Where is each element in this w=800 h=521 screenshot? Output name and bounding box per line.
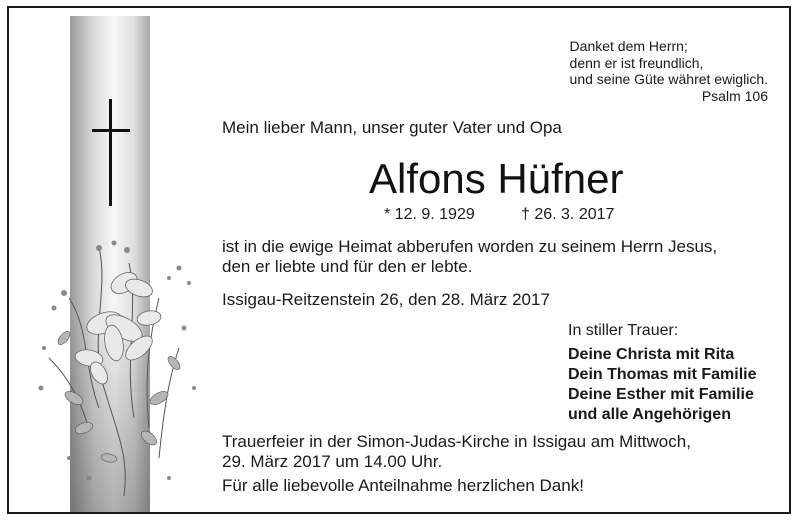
deceased-name: Alfons Hüfner	[369, 155, 624, 202]
psalm-quote	[570, 38, 768, 104]
cross-icon-bar	[92, 129, 130, 132]
mourner-name: Deine Christa mit Rita	[568, 346, 735, 363]
funeral-line: Trauerfeier in der Simon-Judas-Kirche in Issigau am Mittwoch,	[222, 432, 691, 451]
psalm-line: Danket dem Herrn;	[569, 38, 688, 54]
mourner-name: Dein Thomas mit Familie	[568, 366, 757, 383]
body-line: ist in die ewige Heimat abberufen worden zu seinem Herrn Jesus,	[222, 237, 718, 256]
mourners-heading: In stiller Trauer:	[568, 322, 679, 339]
mourners-block	[568, 321, 756, 425]
death-date: † 26. 3. 2017	[521, 206, 615, 223]
cross-icon	[109, 99, 112, 206]
flower-bouquet-icon	[29, 228, 209, 498]
psalm-line: und seine Güte währet ewiglich.	[569, 71, 768, 87]
funeral-info	[222, 432, 691, 472]
body-text	[222, 237, 717, 277]
place-and-date: Issigau-Reitzenstein 26, den 28. März 2017	[222, 290, 550, 309]
mourner-name: und alle Angehörigen	[568, 406, 731, 423]
body-line: den er liebte und für den er lebte.	[222, 257, 473, 276]
psalm-line: denn er ist freundlich,	[569, 54, 704, 71]
intro-text: Mein lieber Mann, unser guter Vater und Opa	[222, 118, 562, 137]
funeral-line: 29. März 2017 um 14.00 Uhr.	[222, 452, 443, 471]
thanks-text: Für alle liebevolle Anteilnahme herzlichen Dank!	[222, 476, 584, 495]
psalm-reference: Psalm 106	[701, 87, 768, 104]
obituary-frame	[7, 6, 791, 514]
birth-date: * 12. 9. 1929	[384, 206, 475, 223]
mourner-name: Deine Esther mit Familie	[568, 386, 754, 403]
